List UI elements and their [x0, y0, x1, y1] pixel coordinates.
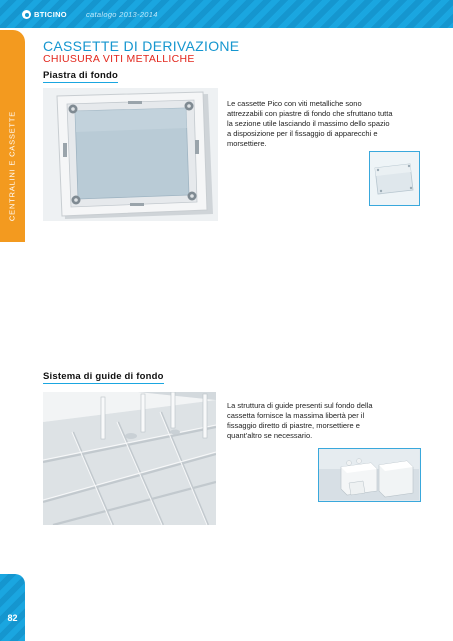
- brand-name: BTICINO: [34, 10, 67, 19]
- side-tab-label: CENTRALINI E CASSETTE: [7, 110, 17, 222]
- brand-logo: [22, 9, 67, 20]
- brand-logo-icon: [22, 10, 31, 19]
- base-plate-thumbnail: [369, 151, 420, 206]
- guide-system-thumbnail: [318, 448, 421, 502]
- guide-system-description: La struttura di guide presenti sul fondo della cassetta fornisce la massima libertà per il fissaggio diretto di piastre, morsettiere e quant'altro se necessario.: [227, 401, 373, 440]
- section-heading-guide-system: Sistema di guide di fondo: [43, 371, 164, 382]
- section-heading-base-plate: Piastra di fondo: [43, 70, 118, 81]
- guide-system-photo: [43, 392, 216, 525]
- header-bar: [0, 0, 453, 28]
- catalog-label: catalogo 2013-2014: [86, 10, 158, 19]
- base-plate-photo: [43, 88, 218, 221]
- page-title: CASSETTE DI DERIVAZIONE: [43, 38, 240, 54]
- section-side-tab: [0, 30, 25, 242]
- base-plate-description: Le cassette Pico con viti metalliche sono attrezzabili con piastre di fondo che sfruttano tutta la sezione utile lasciando il massimo dello spazio a disposizione per il fissaggio di apparecchi e morsettiere.: [227, 99, 393, 148]
- page-number-tab: [0, 574, 25, 641]
- page-number: 82: [7, 613, 18, 623]
- page-subtitle: CHIUSURA VITI METALLICHE: [43, 53, 195, 65]
